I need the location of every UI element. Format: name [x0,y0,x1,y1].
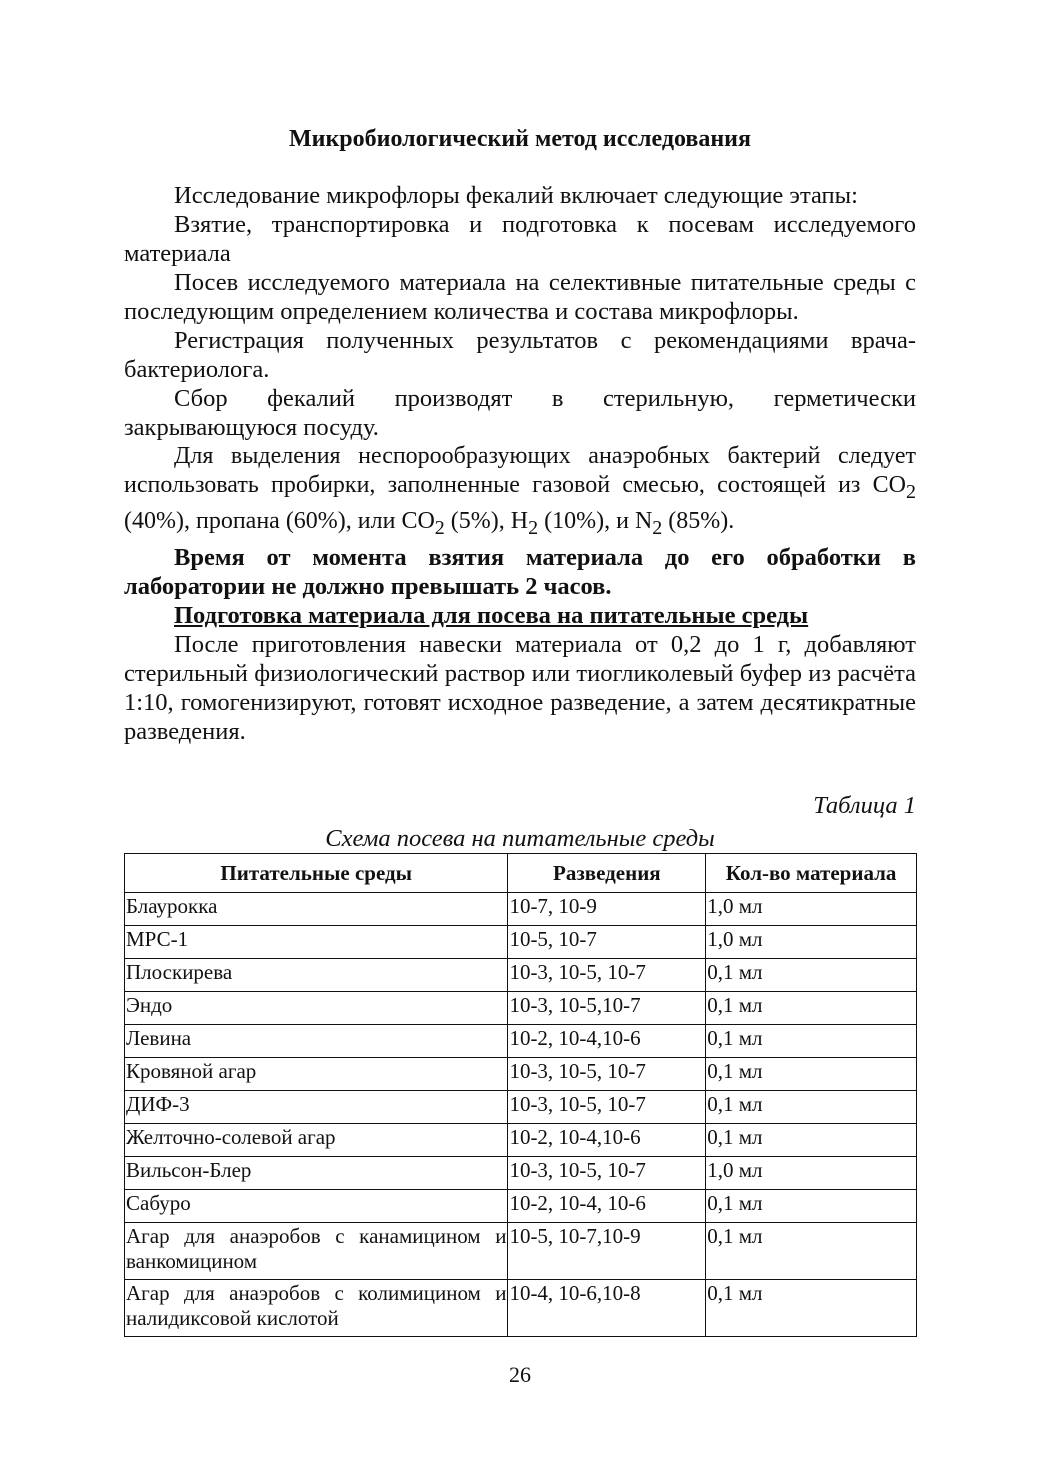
co2-subscript-a: 2 [906,480,916,503]
table-row [125,992,917,1025]
cell-amount: 0,1 мл [706,1280,917,1337]
cell-media: Эндо [125,992,508,1025]
co2-subscript-b: 2 [434,516,445,539]
cell-amount: 0,1 мл [706,1190,917,1223]
page-title: Микробиологический метод исследования [289,126,751,152]
header-amount: Кол-во материала [706,854,917,893]
table-row [125,1190,917,1223]
cell-media: Левина [125,1025,508,1058]
cell-amount: 0,1 мл [706,1124,917,1157]
cell-dilutions: 10-2, 10-4,10-6 [508,1025,706,1058]
cell-dilutions: 10-3, 10-5, 10-7 [508,1091,706,1124]
cell-dilutions: 10-7, 10-9 [508,893,706,926]
h2-subscript: 2 [528,516,539,539]
gas-text-prefix: Для выделения неспорообразующих анаэробных бактерий следует использовать пробирки, заполненные газовой смесью, состоящей из [124,443,916,498]
table-row [125,1280,917,1337]
co2-formula-b: CO [401,507,435,534]
cell-media: Агар для анаэробов с колимицином и налидиксовой кислотой [125,1280,508,1337]
preparation-paragraph: После приготовления навески материала от 0,2 до 1 г, добавляют стерильный физиологический раствор или тиогликолевый буфер из расчёта 1:10, гомогенизируют, готовят исходное разведение, а затем десятикратные разведения. [124,630,916,745]
n2-subscript: 2 [652,516,663,539]
culture-media-table [124,853,917,1337]
cell-dilutions: 10-3, 10-5, 10-7 [508,1157,706,1190]
cell-media: Плоскирева [125,959,508,992]
table-row [125,1058,917,1091]
cell-amount: 0,1 мл [706,1025,917,1058]
header-dilutions: Разведения [508,854,706,893]
table-row [125,893,917,926]
cell-dilutions: 10-2, 10-4,10-6 [508,1124,706,1157]
gas-text-part-1: (40%), пропана (60%), или [124,507,402,534]
table-row [125,1223,917,1280]
cell-dilutions: 10-3, 10-5, 10-7 [508,1058,706,1091]
gas-mixture-paragraph [124,442,916,543]
time-limit-paragraph: Время от момента взятия материала до его обработки в лаборатории не должно превышать 2 часов. [124,543,916,600]
paragraph-4: Регистрация полученных результатов с рекомендациями врача-бактериолога. [124,327,916,383]
cell-media: МРС-1 [125,926,508,959]
cell-dilutions: 10-2, 10-4, 10-6 [508,1190,706,1223]
paragraph-3: Посев исследуемого материала на селективные питательные среды с последующим определением количества и состава микрофлоры. [124,269,916,325]
body-text [124,181,916,746]
table-row [125,1091,917,1124]
cell-amount: 1,0 мл [706,926,917,959]
paragraph-5: Сбор фекалий производят в стерильную, герметически закрывающуюся посуду. [124,385,916,441]
cell-amount: 0,1 мл [706,1091,917,1124]
table-row [125,1157,917,1190]
cell-media: Кровяной агар [125,1058,508,1091]
table-label: Таблица 1 [813,792,916,819]
paragraph-2: Взятие, транспортировка и подготовка к посевам исследуемого материала [124,211,916,267]
cell-amount: 1,0 мл [706,1157,917,1190]
section-heading: Подготовка материала для посева на питательные среды [174,601,809,629]
table-row [125,1025,917,1058]
cell-media: Блаурокка [125,893,508,926]
table-row [125,1124,917,1157]
table-row [125,959,917,992]
co2-formula-a: CO [872,472,906,498]
cell-dilutions: 10-3, 10-5, 10-7 [508,959,706,992]
cell-amount: 0,1 мл [706,1223,917,1280]
cell-dilutions: 10-5, 10-7 [508,926,706,959]
table-header-row [125,854,917,893]
page-number: 26 [509,1362,531,1387]
h2-formula: H [510,507,529,534]
gas-text-part-4: (85%). [662,507,735,534]
cell-media: Вильсон-Блер [125,1157,508,1190]
paragraph-1: Исследование микрофлоры фекалий включает следующие этапы: [174,182,858,209]
cell-dilutions: 10-5, 10-7,10-9 [508,1223,706,1280]
cell-media: Агар для анаэробов с канамицином и ванкомицином [125,1223,508,1280]
cell-media: Сабуро [125,1190,508,1223]
cell-amount: 1,0 мл [706,893,917,926]
cell-amount: 0,1 мл [706,992,917,1025]
table-row [125,926,917,959]
cell-amount: 0,1 мл [706,959,917,992]
header-media: Питательные среды [125,854,508,893]
cell-media: Желточно-солевой агар [125,1124,508,1157]
gas-text-part-3: (10%), и [538,507,635,534]
n2-formula: N [634,507,653,534]
gas-text-part-2: (5%), [444,507,511,534]
cell-amount: 0,1 мл [706,1058,917,1091]
cell-media: ДИФ-3 [125,1091,508,1124]
table-caption: Схема посева на питательные среды [325,825,715,852]
cell-dilutions: 10-4, 10-6,10-8 [508,1280,706,1337]
cell-dilutions: 10-3, 10-5,10-7 [508,992,706,1025]
